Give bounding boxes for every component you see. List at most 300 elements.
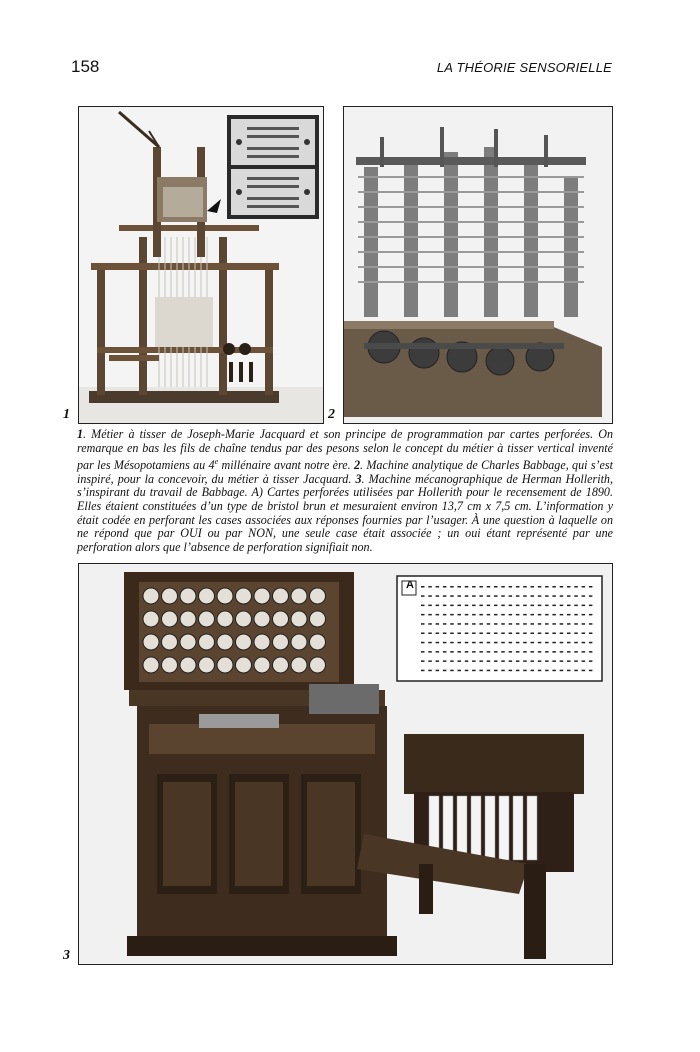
card-mark xyxy=(538,614,542,616)
dial xyxy=(236,634,252,650)
card-mark xyxy=(465,614,469,616)
card-mark xyxy=(531,586,535,588)
card-mark xyxy=(560,651,564,653)
card-mark xyxy=(421,642,425,644)
card-mark xyxy=(443,595,447,597)
card-mark xyxy=(538,586,542,588)
card-mark xyxy=(458,595,462,597)
card-mark xyxy=(574,623,578,625)
card-mark xyxy=(574,605,578,607)
card-mark xyxy=(574,633,578,635)
card-mark xyxy=(509,623,512,625)
card-mark xyxy=(479,595,483,597)
card-mark xyxy=(479,651,483,653)
dial xyxy=(273,611,289,627)
card-mark xyxy=(589,670,593,672)
card-mark xyxy=(494,623,498,625)
card-mark xyxy=(458,660,462,662)
card-mark xyxy=(545,614,549,616)
card-mark xyxy=(531,623,535,625)
figure-1-label: 1 xyxy=(63,407,70,422)
card-mark xyxy=(538,633,542,635)
card-mark xyxy=(428,614,432,616)
card-mark xyxy=(582,595,586,597)
card-mark xyxy=(538,642,542,644)
card-mark xyxy=(421,623,425,625)
dial xyxy=(199,657,215,673)
card-mark xyxy=(479,642,483,644)
card-mark xyxy=(589,586,593,588)
card-mark xyxy=(421,614,425,616)
card-mark xyxy=(443,660,447,662)
card-mark xyxy=(436,623,440,625)
dial xyxy=(162,657,178,673)
card-mark xyxy=(516,660,520,662)
card-mark xyxy=(523,586,527,588)
card-mark xyxy=(523,623,527,625)
card-mark xyxy=(428,586,432,588)
card-mark xyxy=(458,642,462,644)
card-mark xyxy=(516,642,520,644)
card-mark xyxy=(538,595,542,597)
card-mark xyxy=(450,651,454,653)
card-mark xyxy=(428,595,432,597)
card-mark xyxy=(465,633,469,635)
card-mark xyxy=(443,605,447,607)
jacquard-loom-illustration xyxy=(79,107,323,423)
card-mark xyxy=(458,605,462,607)
card-mark xyxy=(458,614,462,616)
dial xyxy=(291,634,307,650)
card-mark xyxy=(523,614,527,616)
card-mark xyxy=(531,660,535,662)
card-mark xyxy=(428,670,432,672)
card-mark xyxy=(443,586,447,588)
card-mark xyxy=(582,670,586,672)
card-mark xyxy=(552,651,556,653)
card-mark xyxy=(465,651,469,653)
card-mark xyxy=(487,586,491,588)
card-mark xyxy=(465,642,469,644)
card-mark xyxy=(560,586,564,588)
card-mark xyxy=(472,642,476,644)
card-mark xyxy=(567,660,571,662)
card-mark xyxy=(538,623,542,625)
card-mark xyxy=(487,651,491,653)
card-mark xyxy=(494,670,498,672)
card-mark xyxy=(531,670,535,672)
card-mark xyxy=(509,586,512,588)
card-mark xyxy=(458,633,462,635)
card-mark xyxy=(501,623,505,625)
card-mark xyxy=(465,670,469,672)
card-mark xyxy=(545,651,549,653)
card-mark xyxy=(545,623,549,625)
census-punched-card-inset xyxy=(397,576,602,681)
dial xyxy=(291,588,307,604)
caption-text-1: . Métier à tisser de Joseph-Marie Jacquard et son principe de programmation par cartes perforées. On remarque en bas les fils de chaîne tendus par des pesons selon le concept du métier à tisser vertical inventé par les Mésopotamiens au 4 xyxy=(77,427,613,473)
card-mark xyxy=(487,623,491,625)
card-mark xyxy=(560,614,564,616)
card-mark xyxy=(501,633,505,635)
card-mark xyxy=(509,605,512,607)
card-mark xyxy=(531,633,535,635)
dial xyxy=(273,657,289,673)
card-mark xyxy=(567,614,571,616)
card-mark xyxy=(443,642,447,644)
card-mark xyxy=(501,605,505,607)
card-mark xyxy=(516,623,520,625)
card-mark xyxy=(458,586,462,588)
card-mark xyxy=(516,670,520,672)
card-mark xyxy=(479,660,483,662)
card-mark xyxy=(465,623,469,625)
card-mark xyxy=(560,605,564,607)
card-mark xyxy=(516,595,520,597)
card-mark xyxy=(465,595,469,597)
card-mark xyxy=(552,623,556,625)
card-inset-label: A xyxy=(406,579,414,591)
card-mark xyxy=(560,623,564,625)
card-mark xyxy=(589,595,593,597)
caption-text-2: millénaire avant notre ère. xyxy=(218,458,354,473)
card-mark xyxy=(538,605,542,607)
card-mark xyxy=(458,623,462,625)
card-mark xyxy=(567,605,571,607)
figure-2-label: 2 xyxy=(328,407,335,422)
card-mark xyxy=(443,670,447,672)
card-mark xyxy=(560,660,564,662)
dial xyxy=(217,634,233,650)
figure-caption xyxy=(77,428,613,554)
card-mark xyxy=(443,614,447,616)
card-mark xyxy=(450,670,454,672)
card-mark xyxy=(421,595,425,597)
card-mark xyxy=(574,651,578,653)
card-mark xyxy=(552,605,556,607)
card-mark xyxy=(421,660,425,662)
card-mark xyxy=(509,660,512,662)
card-mark xyxy=(501,614,505,616)
card-mark xyxy=(582,642,586,644)
card-mark xyxy=(560,595,564,597)
card-mark xyxy=(458,651,462,653)
card-mark xyxy=(545,670,549,672)
card-mark xyxy=(574,595,578,597)
card-mark xyxy=(472,660,476,662)
dial xyxy=(143,657,159,673)
card-mark xyxy=(421,651,425,653)
card-mark xyxy=(501,586,505,588)
card-mark xyxy=(501,660,505,662)
card-mark xyxy=(450,595,454,597)
card-mark xyxy=(450,623,454,625)
card-mark xyxy=(428,633,432,635)
card-mark xyxy=(523,660,527,662)
card-mark xyxy=(487,614,491,616)
card-mark xyxy=(531,614,535,616)
dial xyxy=(143,588,159,604)
card-mark xyxy=(421,586,425,588)
card-mark xyxy=(567,670,571,672)
card-mark xyxy=(552,595,556,597)
caption-num-1: 1 xyxy=(77,427,84,441)
card-mark xyxy=(487,595,491,597)
card-mark xyxy=(552,670,556,672)
dial xyxy=(254,611,270,627)
card-mark xyxy=(436,633,440,635)
card-mark xyxy=(552,614,556,616)
card-mark xyxy=(523,651,527,653)
card-mark xyxy=(589,623,593,625)
card-mark xyxy=(552,633,556,635)
punched-cards-inset xyxy=(227,115,319,219)
card-mark xyxy=(494,605,498,607)
dial xyxy=(180,611,196,627)
dial xyxy=(217,588,233,604)
card-mark xyxy=(472,623,476,625)
card-mark xyxy=(582,623,586,625)
card-mark xyxy=(552,642,556,644)
card-mark xyxy=(516,633,520,635)
card-mark xyxy=(436,605,440,607)
card-mark xyxy=(509,642,512,644)
card-mark xyxy=(494,660,498,662)
card-mark xyxy=(523,642,527,644)
card-mark xyxy=(501,595,505,597)
card-mark xyxy=(479,614,483,616)
card-mark xyxy=(479,633,483,635)
card-mark xyxy=(465,605,469,607)
card-mark xyxy=(509,670,512,672)
card-mark xyxy=(443,651,447,653)
card-mark xyxy=(516,586,520,588)
caption-num-2: 2 xyxy=(353,458,361,473)
dial xyxy=(180,634,196,650)
card-mark xyxy=(567,642,571,644)
dial xyxy=(162,588,178,604)
card-mark xyxy=(589,660,593,662)
card-mark xyxy=(560,670,564,672)
card-mark xyxy=(472,595,476,597)
dial xyxy=(310,657,326,673)
dial xyxy=(254,657,270,673)
card-mark xyxy=(589,605,593,607)
card-mark xyxy=(450,642,454,644)
dial xyxy=(273,588,289,604)
card-mark xyxy=(545,605,549,607)
card-mark xyxy=(560,633,564,635)
card-mark xyxy=(523,605,527,607)
dial xyxy=(236,588,252,604)
card-mark xyxy=(443,633,447,635)
card-mark xyxy=(487,642,491,644)
card-mark xyxy=(574,660,578,662)
dial xyxy=(310,588,326,604)
card-mark xyxy=(436,586,440,588)
card-mark xyxy=(487,605,491,607)
card-mark xyxy=(509,595,512,597)
card-mark xyxy=(501,651,505,653)
card-mark xyxy=(436,651,440,653)
card-mark xyxy=(465,586,469,588)
analytical-engine-illustration xyxy=(344,107,612,423)
dial xyxy=(143,611,159,627)
card-mark xyxy=(450,586,454,588)
card-mark xyxy=(421,670,425,672)
card-mark xyxy=(472,633,476,635)
card-mark xyxy=(582,651,586,653)
card-mark xyxy=(436,660,440,662)
card-mark xyxy=(509,614,512,616)
dial xyxy=(162,611,178,627)
dial xyxy=(291,657,307,673)
card-mark xyxy=(472,605,476,607)
card-mark xyxy=(582,614,586,616)
card-mark xyxy=(428,642,432,644)
page-number: 158 xyxy=(71,57,100,76)
card-mark xyxy=(589,651,593,653)
card-mark xyxy=(494,586,498,588)
dial xyxy=(310,634,326,650)
dial xyxy=(199,588,215,604)
card-mark xyxy=(545,586,549,588)
card-mark xyxy=(545,595,549,597)
card-mark xyxy=(545,660,549,662)
card-mark xyxy=(494,614,498,616)
dial xyxy=(236,657,252,673)
card-mark xyxy=(458,670,462,672)
dial xyxy=(162,634,178,650)
figure-3-label: 3 xyxy=(63,948,70,963)
card-mark xyxy=(472,651,476,653)
card-mark xyxy=(516,614,520,616)
dial xyxy=(291,611,307,627)
card-mark xyxy=(436,614,440,616)
card-mark xyxy=(487,660,491,662)
card-mark xyxy=(494,651,498,653)
card-mark xyxy=(472,614,476,616)
dial xyxy=(310,611,326,627)
card-mark xyxy=(436,595,440,597)
card-mark xyxy=(589,642,593,644)
card-mark xyxy=(531,605,535,607)
card-mark xyxy=(545,642,549,644)
card-mark xyxy=(531,642,535,644)
figure-3-frame xyxy=(78,563,613,965)
card-mark xyxy=(428,623,432,625)
card-mark xyxy=(479,605,483,607)
card-mark xyxy=(589,633,593,635)
card-mark xyxy=(567,651,571,653)
card-mark xyxy=(494,633,498,635)
card-mark xyxy=(567,586,571,588)
card-mark xyxy=(509,633,512,635)
card-mark xyxy=(428,651,432,653)
card-mark xyxy=(582,586,586,588)
card-mark xyxy=(436,642,440,644)
dial xyxy=(180,588,196,604)
card-mark xyxy=(479,586,483,588)
card-mark xyxy=(450,633,454,635)
card-mark xyxy=(450,605,454,607)
dial xyxy=(199,634,215,650)
hollerith-machine-illustration xyxy=(79,564,612,964)
card-mark xyxy=(421,605,425,607)
dial xyxy=(199,611,215,627)
card-mark xyxy=(582,633,586,635)
card-mark xyxy=(523,633,527,635)
card-mark xyxy=(538,670,542,672)
caption-text-4: . Machine mécanographique de Herman Hollerith, s’inspirant du travail de Babbage. A) Cartes perforées utilisées par Hollerith pour le recensement de 1890. Elles étaient constituées d’un type de bristol brun et mesuraient environ 13,7 cm x 7,5 cm. L’information y était codée en perforant les cases associées aux réponses fournies par l’usager. À une question à laquelle on ne répond que par OUI ou par NON, une seule case était associée ; un oui étant représenté par une perforation alors que l’absence de perforation signifiait non. xyxy=(77,471,613,554)
dial xyxy=(254,634,270,650)
caption-sup: e xyxy=(214,457,219,467)
caption-num-3: 3 xyxy=(355,471,362,486)
figure-2-frame xyxy=(343,106,613,424)
card-mark xyxy=(531,651,535,653)
card-mark xyxy=(574,642,578,644)
running-title: LA THÉORIE SENSORIELLE xyxy=(436,60,612,75)
card-mark xyxy=(560,642,564,644)
dial xyxy=(273,634,289,650)
card-mark xyxy=(450,614,454,616)
card-mark xyxy=(523,595,527,597)
card-mark xyxy=(545,633,549,635)
card-mark xyxy=(436,670,440,672)
card-mark xyxy=(421,633,425,635)
card-mark xyxy=(465,660,469,662)
card-mark xyxy=(574,670,578,672)
dial xyxy=(217,611,233,627)
card-mark xyxy=(552,660,556,662)
dial xyxy=(236,611,252,627)
card-mark xyxy=(509,651,512,653)
card-mark xyxy=(516,605,520,607)
card-mark xyxy=(428,660,432,662)
card-mark xyxy=(531,595,535,597)
card-mark xyxy=(494,595,498,597)
card-mark xyxy=(589,614,593,616)
card-mark xyxy=(472,586,476,588)
dial xyxy=(180,657,196,673)
card-mark xyxy=(479,623,483,625)
card-mark xyxy=(443,623,447,625)
card-mark xyxy=(582,605,586,607)
card-mark xyxy=(450,660,454,662)
card-mark xyxy=(501,642,505,644)
card-mark xyxy=(582,660,586,662)
card-mark xyxy=(574,614,578,616)
card-mark xyxy=(574,586,578,588)
card-mark xyxy=(494,642,498,644)
dial xyxy=(143,634,159,650)
card-mark xyxy=(516,651,520,653)
card-mark xyxy=(479,670,483,672)
card-mark xyxy=(487,670,491,672)
card-mark xyxy=(538,651,542,653)
card-mark xyxy=(567,595,571,597)
card-mark xyxy=(472,670,476,672)
card-mark xyxy=(538,660,542,662)
dial xyxy=(217,657,233,673)
card-mark xyxy=(428,605,432,607)
card-mark xyxy=(567,623,571,625)
card-mark xyxy=(567,633,571,635)
card-mark xyxy=(501,670,505,672)
card-mark xyxy=(487,633,491,635)
caption-text-3: . Machine analytique de Charles Babbage, qui s’est inspiré, pour la concevoir, du métier à tisser Jacquard. xyxy=(77,458,613,486)
dial xyxy=(254,588,270,604)
